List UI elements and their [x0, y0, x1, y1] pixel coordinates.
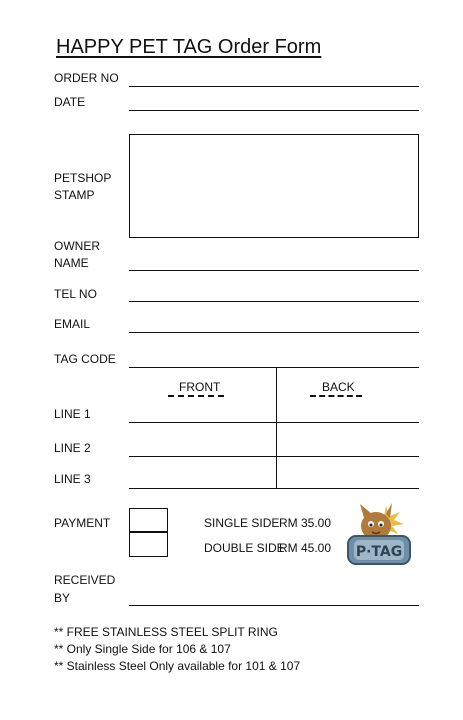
owner-name-label-line2: NAME [54, 256, 89, 270]
form-title: HAPPY PET TAG Order Form [56, 36, 322, 58]
line1-label: LINE 1 [54, 407, 91, 421]
note-single-side: ** Only Single Side for 106 & 107 [54, 642, 231, 656]
date-label: DATE [54, 95, 86, 109]
line2-label: LINE 2 [54, 441, 91, 455]
cat-mascot-logo-icon [342, 500, 416, 572]
received-by-label-line2: BY [54, 591, 71, 605]
single-side-label: SINGLE SIDE [204, 516, 280, 530]
single-side-price: RM 35.00 [279, 516, 332, 530]
front-dash-mark [168, 395, 224, 397]
tel-no-label: TEL NO [54, 287, 97, 301]
line3-label: LINE 3 [54, 472, 91, 486]
owner-name-label-line1: OWNER [54, 239, 100, 253]
double-side-price: RM 45.00 [279, 541, 332, 555]
line1-field[interactable] [129, 422, 419, 423]
line3-field[interactable] [129, 488, 419, 489]
back-dash-mark [310, 395, 362, 397]
front-back-divider [276, 367, 277, 489]
received-by-field[interactable] [129, 605, 419, 606]
order-no-label: ORDER NO [54, 71, 119, 85]
received-by-label-line1: RECEIVED [54, 573, 116, 587]
front-header: FRONT [179, 380, 221, 394]
petshop-stamp-label-line1: PETSHOP [54, 171, 112, 185]
double-side-label: DOUBLE SIDE [204, 541, 285, 555]
back-header: BACK [322, 380, 355, 394]
email-field[interactable] [129, 332, 419, 333]
petshop-stamp-label-line2: STAMP [54, 188, 95, 202]
note-stainless-steel: ** Stainless Steel Only available for 101 & 107 [54, 659, 301, 673]
payment-label: PAYMENT [54, 516, 111, 530]
tel-no-field[interactable] [129, 301, 419, 302]
owner-name-field[interactable] [129, 270, 419, 271]
single-side-checkbox[interactable] [129, 508, 168, 533]
petshop-stamp-box[interactable] [129, 134, 419, 238]
svg-text:P·TAG: P·TAG [355, 544, 403, 560]
email-label: EMAIL [54, 317, 91, 331]
order-no-field[interactable] [129, 86, 419, 87]
tag-code-field[interactable] [129, 367, 419, 368]
double-side-checkbox[interactable] [129, 531, 168, 557]
tag-code-label: TAG CODE [54, 352, 116, 366]
date-field[interactable] [129, 110, 419, 111]
line2-field[interactable] [129, 456, 419, 457]
note-free-ring: ** FREE STAINLESS STEEL SPLIT RING [54, 625, 278, 639]
